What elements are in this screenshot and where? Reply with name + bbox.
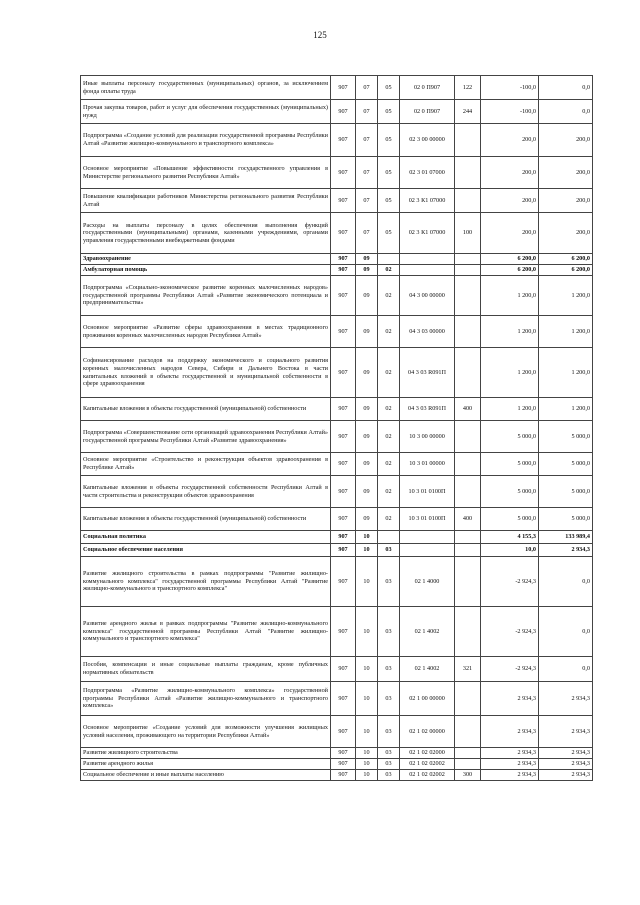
row-name-cell: Подпрограмма «Социально-экономическое развитие коренных малочисленных народов» государственной программы Республики Алтай «Развитие экономического потенциала и предпринимательства» xyxy=(81,276,331,316)
row-rz-cell: 10 xyxy=(356,748,378,759)
table-row xyxy=(81,682,593,716)
row-sum-change-cell: -100,0 xyxy=(481,100,539,124)
row-sum-total-cell: 2 934,3 xyxy=(539,759,593,770)
row-rz-cell: 09 xyxy=(356,348,378,398)
row-csr-cell: 04 3 03 R091П xyxy=(400,398,455,421)
row-pr-cell: 05 xyxy=(378,157,400,189)
row-csr-cell: 02 0 П907 xyxy=(400,76,455,100)
budget-table xyxy=(80,75,593,781)
row-sum-change-cell: 6 200,0 xyxy=(481,254,539,265)
row-csr-cell: 10 3 01 0100П xyxy=(400,508,455,531)
table-row xyxy=(81,265,593,276)
row-vr-cell: 122 xyxy=(455,76,481,100)
row-csr-cell: 10 3 01 00000 xyxy=(400,453,455,476)
budget-table-body xyxy=(81,76,593,781)
row-csr-cell: 02 1 02 00000 xyxy=(400,716,455,748)
row-sum-total-cell: 1 200,0 xyxy=(539,276,593,316)
row-pr-cell: 05 xyxy=(378,100,400,124)
row-pr-cell: 02 xyxy=(378,316,400,348)
row-csr-cell: 10 3 00 00000 xyxy=(400,421,455,453)
row-rz-cell: 10 xyxy=(356,682,378,716)
row-csr-cell xyxy=(400,531,455,544)
row-name-cell: Социальное обеспечение и иные выплаты населению xyxy=(81,770,331,781)
row-gr-cell: 907 xyxy=(331,265,356,276)
row-sum-total-cell: 200,0 xyxy=(539,213,593,254)
row-name-cell: Капитальные вложения в объекты государственной (муниципальной) собственности xyxy=(81,508,331,531)
row-csr-cell: 02 1 02 02002 xyxy=(400,770,455,781)
row-sum-total-cell: 200,0 xyxy=(539,157,593,189)
row-gr-cell: 907 xyxy=(331,557,356,607)
row-vr-cell xyxy=(455,544,481,557)
row-pr-cell: 03 xyxy=(378,682,400,716)
row-vr-cell xyxy=(455,531,481,544)
row-csr-cell: 02 1 4000 xyxy=(400,557,455,607)
row-gr-cell: 907 xyxy=(331,316,356,348)
table-row xyxy=(81,398,593,421)
row-name-cell: Основное мероприятие «Строительство и реконструкция объектов здравоохранения в Республике Алтай» xyxy=(81,453,331,476)
row-rz-cell: 10 xyxy=(356,770,378,781)
row-sum-change-cell: 2 934,3 xyxy=(481,759,539,770)
row-gr-cell: 907 xyxy=(331,100,356,124)
row-rz-cell: 09 xyxy=(356,453,378,476)
row-name-cell: Иные выплаты персоналу государственных (муниципальных) органов, за исключением фонда оплаты труда xyxy=(81,76,331,100)
row-sum-total-cell: 0,0 xyxy=(539,76,593,100)
row-sum-total-cell: 5 000,0 xyxy=(539,476,593,508)
row-sum-change-cell: 200,0 xyxy=(481,124,539,157)
row-gr-cell: 907 xyxy=(331,508,356,531)
row-gr-cell: 907 xyxy=(331,607,356,657)
row-sum-total-cell: 6 200,0 xyxy=(539,265,593,276)
row-rz-cell: 07 xyxy=(356,189,378,213)
row-vr-cell xyxy=(455,348,481,398)
row-pr-cell: 05 xyxy=(378,76,400,100)
row-pr-cell xyxy=(378,254,400,265)
row-sum-total-cell: 0,0 xyxy=(539,657,593,682)
row-sum-total-cell: 5 000,0 xyxy=(539,421,593,453)
table-row xyxy=(81,657,593,682)
table-row xyxy=(81,254,593,265)
table-row xyxy=(81,770,593,781)
row-csr-cell: 02 1 02 02002 xyxy=(400,759,455,770)
row-csr-cell xyxy=(400,265,455,276)
row-sum-change-cell: 1 200,0 xyxy=(481,398,539,421)
row-sum-change-cell: 10,0 xyxy=(481,544,539,557)
table-row xyxy=(81,189,593,213)
table-row xyxy=(81,157,593,189)
row-vr-cell xyxy=(455,265,481,276)
row-sum-total-cell: 6 200,0 xyxy=(539,254,593,265)
table-row xyxy=(81,508,593,531)
row-csr-cell: 02 3 01 07000 xyxy=(400,157,455,189)
page-number: 125 xyxy=(313,30,327,40)
row-csr-cell: 04 3 00 00000 xyxy=(400,276,455,316)
table-row xyxy=(81,607,593,657)
row-sum-change-cell: 6 200,0 xyxy=(481,265,539,276)
row-vr-cell: 321 xyxy=(455,657,481,682)
row-vr-cell xyxy=(455,682,481,716)
row-pr-cell: 02 xyxy=(378,276,400,316)
row-gr-cell: 907 xyxy=(331,398,356,421)
row-sum-total-cell: 2 934,3 xyxy=(539,682,593,716)
row-vr-cell xyxy=(455,607,481,657)
row-gr-cell: 907 xyxy=(331,531,356,544)
row-rz-cell: 09 xyxy=(356,276,378,316)
table-row xyxy=(81,476,593,508)
row-csr-cell: 02 1 00 00000 xyxy=(400,682,455,716)
row-name-cell: Социальная политика xyxy=(81,531,331,544)
row-csr-cell xyxy=(400,544,455,557)
row-sum-total-cell: 2 934,3 xyxy=(539,748,593,759)
row-pr-cell: 05 xyxy=(378,213,400,254)
row-gr-cell: 907 xyxy=(331,213,356,254)
row-pr-cell: 03 xyxy=(378,759,400,770)
table-row xyxy=(81,76,593,100)
row-sum-change-cell: 200,0 xyxy=(481,189,539,213)
row-gr-cell: 907 xyxy=(331,682,356,716)
row-pr-cell: 03 xyxy=(378,770,400,781)
row-gr-cell: 907 xyxy=(331,276,356,316)
row-gr-cell: 907 xyxy=(331,759,356,770)
row-name-cell: Софинансирование расходов на поддержку экономического и социального развития коренных малочисленных народов Севера, Сибири и Дальнего Востока в части капитальных вложений в объекты государственной и муниципальной собственности в сфере здравоохранения xyxy=(81,348,331,398)
row-sum-total-cell: 0,0 xyxy=(539,557,593,607)
row-sum-total-cell: 0,0 xyxy=(539,607,593,657)
row-name-cell: Пособия, компенсации и иные социальные выплаты гражданам, кроме публичных нормативных обязательств xyxy=(81,657,331,682)
row-sum-total-cell: 2 934,3 xyxy=(539,770,593,781)
row-sum-change-cell: 1 200,0 xyxy=(481,276,539,316)
row-gr-cell: 907 xyxy=(331,476,356,508)
row-sum-change-cell: -100,0 xyxy=(481,76,539,100)
row-name-cell: Здравоохранение xyxy=(81,254,331,265)
row-sum-total-cell: 1 200,0 xyxy=(539,316,593,348)
row-gr-cell: 907 xyxy=(331,657,356,682)
table-row xyxy=(81,100,593,124)
row-csr-cell: 02 1 02 02000 xyxy=(400,748,455,759)
row-rz-cell: 09 xyxy=(356,476,378,508)
row-vr-cell: 100 xyxy=(455,213,481,254)
table-row xyxy=(81,124,593,157)
row-pr-cell: 03 xyxy=(378,544,400,557)
table-row xyxy=(81,348,593,398)
row-sum-total-cell: 2 934,3 xyxy=(539,544,593,557)
row-rz-cell: 10 xyxy=(356,759,378,770)
row-sum-change-cell: 1 200,0 xyxy=(481,348,539,398)
row-sum-change-cell: 2 934,3 xyxy=(481,716,539,748)
row-pr-cell: 02 xyxy=(378,348,400,398)
row-pr-cell: 05 xyxy=(378,124,400,157)
row-rz-cell: 07 xyxy=(356,213,378,254)
row-vr-cell xyxy=(455,748,481,759)
row-rz-cell: 10 xyxy=(356,544,378,557)
row-vr-cell xyxy=(455,453,481,476)
row-name-cell: Развитие арендного жилья xyxy=(81,759,331,770)
row-sum-total-cell: 133 989,4 xyxy=(539,531,593,544)
row-rz-cell: 10 xyxy=(356,557,378,607)
row-pr-cell: 03 xyxy=(378,557,400,607)
row-name-cell: Основное мероприятие «Развитие сферы здравоохранения в местах традиционного проживания коренных малочисленных народов Республики Алтай» xyxy=(81,316,331,348)
row-sum-change-cell: 5 000,0 xyxy=(481,453,539,476)
row-sum-change-cell: -2 924,3 xyxy=(481,657,539,682)
row-vr-cell xyxy=(455,157,481,189)
row-sum-change-cell: 5 000,0 xyxy=(481,421,539,453)
row-vr-cell: 400 xyxy=(455,508,481,531)
row-csr-cell: 02 1 4002 xyxy=(400,657,455,682)
row-gr-cell: 907 xyxy=(331,716,356,748)
row-vr-cell xyxy=(455,759,481,770)
table-row xyxy=(81,759,593,770)
row-vr-cell: 300 xyxy=(455,770,481,781)
row-sum-total-cell: 5 000,0 xyxy=(539,453,593,476)
row-sum-change-cell: 2 934,3 xyxy=(481,682,539,716)
row-name-cell: Развитие жилищного строительства в рамках подпрограммы "Развитие жилищно-коммунального комплекса" государственной программы Республики Алтай "Развитие жилищно-коммунального и транспортного комплекса" xyxy=(81,557,331,607)
table-row xyxy=(81,544,593,557)
row-name-cell: Капитальные вложения в объекты государственной собственности Республики Алтай в части строительства и реконструкции объектов здравоохранения xyxy=(81,476,331,508)
row-pr-cell: 02 xyxy=(378,398,400,421)
row-rz-cell: 09 xyxy=(356,508,378,531)
row-name-cell: Прочая закупка товаров, работ и услуг для обеспечения государственных (муниципальных) нужд xyxy=(81,100,331,124)
row-name-cell: Расходы на выплаты персоналу в целях обеспечения выполнения функций государственными (муниципальными) органами, казенными учреждениями, органами управления государственными внебюджетными фондами xyxy=(81,213,331,254)
row-sum-total-cell: 0,0 xyxy=(539,100,593,124)
row-pr-cell: 02 xyxy=(378,453,400,476)
row-csr-cell: 02 0 П907 xyxy=(400,100,455,124)
row-pr-cell: 02 xyxy=(378,476,400,508)
row-sum-change-cell: 2 934,3 xyxy=(481,770,539,781)
row-rz-cell: 10 xyxy=(356,531,378,544)
row-vr-cell xyxy=(455,254,481,265)
row-name-cell: Социальное обеспечение населения xyxy=(81,544,331,557)
table-row xyxy=(81,316,593,348)
row-gr-cell: 907 xyxy=(331,748,356,759)
row-name-cell: Развитие арендного жилья в рамках подпрограммы "Развитие жилищно-коммунального комплекса" государственной программы Республики Алтай "Развитие жилищно-коммунального и транспортного комплекса" xyxy=(81,607,331,657)
row-name-cell: Развитие жилищного строительства xyxy=(81,748,331,759)
table-row xyxy=(81,453,593,476)
row-name-cell: Подпрограмма «Развитие жилищно-коммунального комплекса» государственной программы Республики Алтай «Развитие жилищно-коммунального и транспортного комплекса» xyxy=(81,682,331,716)
row-sum-change-cell: 4 155,3 xyxy=(481,531,539,544)
row-sum-change-cell: -2 924,3 xyxy=(481,607,539,657)
row-gr-cell: 907 xyxy=(331,453,356,476)
row-rz-cell: 09 xyxy=(356,398,378,421)
table-row xyxy=(81,716,593,748)
row-sum-change-cell: 1 200,0 xyxy=(481,316,539,348)
row-vr-cell xyxy=(455,421,481,453)
row-sum-total-cell: 200,0 xyxy=(539,124,593,157)
row-rz-cell: 07 xyxy=(356,76,378,100)
table-row xyxy=(81,276,593,316)
row-pr-cell: 03 xyxy=(378,716,400,748)
row-rz-cell: 09 xyxy=(356,265,378,276)
row-vr-cell xyxy=(455,189,481,213)
row-pr-cell: 02 xyxy=(378,421,400,453)
row-name-cell: Основное мероприятие «Создание условий для возможности улучшения жилищных условий населения, проживающего на территории Республики Алтай» xyxy=(81,716,331,748)
row-sum-total-cell: 200,0 xyxy=(539,189,593,213)
row-pr-cell xyxy=(378,531,400,544)
row-sum-change-cell: 5 000,0 xyxy=(481,476,539,508)
row-gr-cell: 907 xyxy=(331,770,356,781)
row-vr-cell xyxy=(455,716,481,748)
row-sum-change-cell: 200,0 xyxy=(481,213,539,254)
row-sum-total-cell: 2 934,3 xyxy=(539,716,593,748)
row-rz-cell: 09 xyxy=(356,421,378,453)
row-csr-cell: 04 3 03 R091П xyxy=(400,348,455,398)
row-rz-cell: 10 xyxy=(356,716,378,748)
row-pr-cell: 03 xyxy=(378,657,400,682)
row-csr-cell: 04 3 03 00000 xyxy=(400,316,455,348)
row-gr-cell: 907 xyxy=(331,254,356,265)
table-row xyxy=(81,421,593,453)
row-rz-cell: 09 xyxy=(356,254,378,265)
row-rz-cell: 09 xyxy=(356,316,378,348)
table-row xyxy=(81,213,593,254)
row-gr-cell: 907 xyxy=(331,348,356,398)
row-csr-cell: 02 3 К1 07000 xyxy=(400,213,455,254)
row-vr-cell xyxy=(455,276,481,316)
row-sum-change-cell: -2 924,3 xyxy=(481,557,539,607)
row-pr-cell: 02 xyxy=(378,265,400,276)
row-csr-cell: 02 3 00 00000 xyxy=(400,124,455,157)
table-row xyxy=(81,557,593,607)
row-gr-cell: 907 xyxy=(331,421,356,453)
row-rz-cell: 07 xyxy=(356,157,378,189)
row-sum-change-cell: 200,0 xyxy=(481,157,539,189)
row-name-cell: Повышение квалификации работников Министерства регионального развития Республики Алтай xyxy=(81,189,331,213)
row-sum-total-cell: 5 000,0 xyxy=(539,508,593,531)
row-pr-cell: 02 xyxy=(378,508,400,531)
row-pr-cell: 03 xyxy=(378,748,400,759)
row-name-cell: Основное мероприятие «Повышение эффективности государственного управления в Министерстве регионального развития Республики Алтай» xyxy=(81,157,331,189)
row-sum-total-cell: 1 200,0 xyxy=(539,398,593,421)
row-vr-cell: 244 xyxy=(455,100,481,124)
row-name-cell: Подпрограмма «Создание условий для реализации государственной программы Республики Алтай «Развитие жилищно-коммунального и транспортного комплекса» xyxy=(81,124,331,157)
row-gr-cell: 907 xyxy=(331,76,356,100)
table-row xyxy=(81,531,593,544)
row-gr-cell: 907 xyxy=(331,124,356,157)
row-rz-cell: 07 xyxy=(356,124,378,157)
row-gr-cell: 907 xyxy=(331,544,356,557)
row-rz-cell: 07 xyxy=(356,100,378,124)
row-csr-cell: 02 1 4002 xyxy=(400,607,455,657)
row-sum-total-cell: 1 200,0 xyxy=(539,348,593,398)
row-pr-cell: 05 xyxy=(378,189,400,213)
row-csr-cell: 02 3 К1 07000 xyxy=(400,189,455,213)
row-vr-cell: 400 xyxy=(455,398,481,421)
row-csr-cell: 10 3 01 0100П xyxy=(400,476,455,508)
row-name-cell: Капитальные вложения в объекты государственной (муниципальной) собственности xyxy=(81,398,331,421)
row-vr-cell xyxy=(455,557,481,607)
row-rz-cell: 10 xyxy=(356,607,378,657)
row-rz-cell: 10 xyxy=(356,657,378,682)
row-name-cell: Подпрограмма «Совершенствование сети организаций здравоохранения Республики Алтай» государственной программы Республики Алтай «Развитие здравоохранения» xyxy=(81,421,331,453)
row-gr-cell: 907 xyxy=(331,157,356,189)
row-vr-cell xyxy=(455,316,481,348)
table-row xyxy=(81,748,593,759)
row-name-cell: Амбулаторная помощь xyxy=(81,265,331,276)
row-pr-cell: 03 xyxy=(378,607,400,657)
row-csr-cell xyxy=(400,254,455,265)
row-sum-change-cell: 2 934,3 xyxy=(481,748,539,759)
row-vr-cell xyxy=(455,476,481,508)
row-gr-cell: 907 xyxy=(331,189,356,213)
row-vr-cell xyxy=(455,124,481,157)
row-sum-change-cell: 5 000,0 xyxy=(481,508,539,531)
